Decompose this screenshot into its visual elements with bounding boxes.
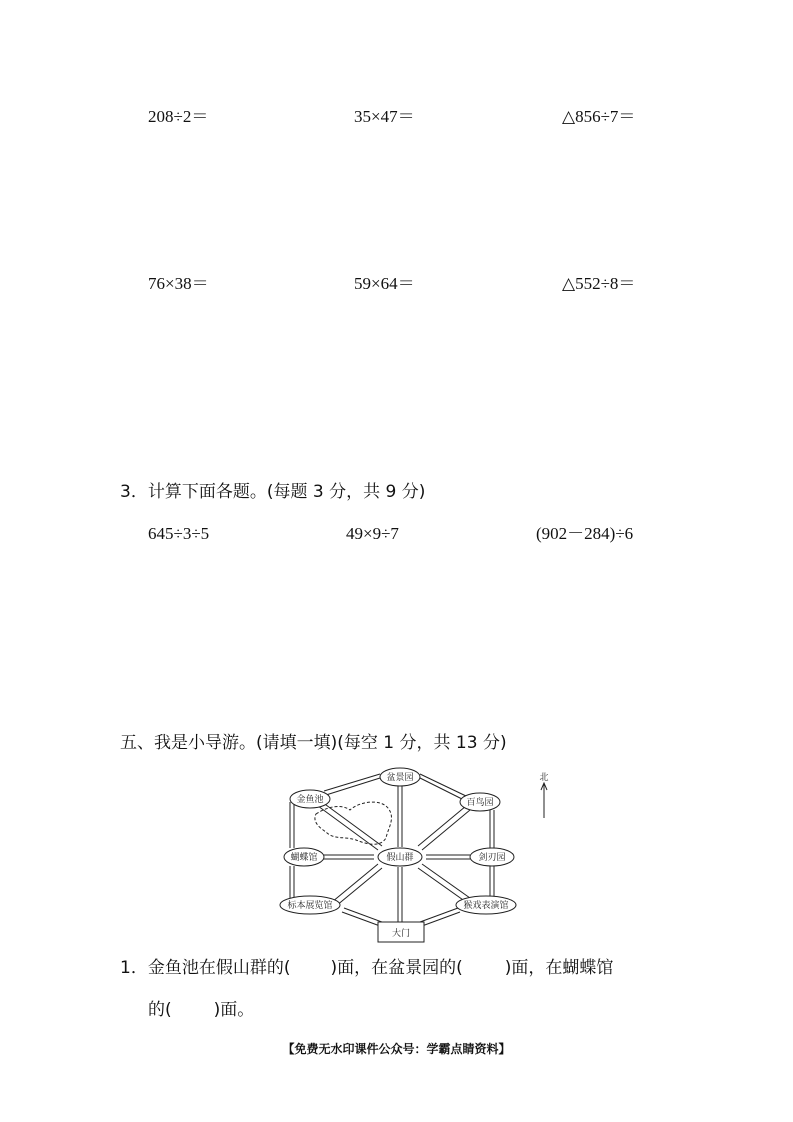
problem-2-2: 59×64＝ (354, 274, 415, 293)
question-1-line-1 (120, 958, 613, 978)
path-to-left (318, 855, 374, 859)
footer-note: 【免费无水印课件公众号：学霸点睛资料】 (282, 1042, 511, 1056)
pond-outline (315, 802, 392, 844)
path-to-top-right (418, 806, 470, 850)
node-center-label: 假山群 (386, 853, 414, 863)
path-to-bottom-left (332, 864, 382, 906)
problem-2-1: 76×38＝ (148, 274, 209, 293)
gate-label: 大门 (391, 929, 411, 939)
question-3-title: 3．计算下面各题。(每题 3 分，共 9 分) (120, 482, 426, 502)
section-5-title: 五、我是小导游。(请填一填)(每空 1 分，共 13 分) (120, 733, 507, 753)
path-to-top (398, 784, 402, 847)
question-1-line-2a: 的( (148, 1000, 172, 1020)
problem-2-3: △552÷8＝ (562, 274, 636, 293)
question-3-item-1: 645÷3÷5 (148, 524, 210, 543)
path-to-top-left (318, 802, 382, 850)
problem-1-3: △856÷7＝ (562, 107, 636, 126)
node-top-left-label: 金鱼池 (296, 795, 324, 805)
question-3-item-3: (902－284)÷6 (536, 524, 634, 543)
north-label: 北 (539, 773, 549, 783)
question-1-line-2b: )面。 (213, 1000, 255, 1020)
node-top-label: 盆景园 (386, 773, 414, 783)
question-1-part-1: 1．金鱼池在假山群的( (120, 958, 291, 978)
path-to-bottom-right (418, 864, 470, 902)
question-1-part-3: )面，在蝴蝶馆 (504, 958, 614, 978)
node-right-label: 剑刃园 (478, 853, 506, 863)
node-bottom-right-label: 猴戏表演馆 (463, 901, 509, 911)
node-top-right-label: 百鸟园 (466, 798, 494, 808)
problem-1-2: 35×47＝ (354, 107, 415, 126)
path-to-right (426, 855, 470, 859)
question-1-part-2: )面，在盆景园的( (330, 958, 463, 978)
path-to-bottom (398, 867, 402, 924)
node-bottom-left-label: 标本展览馆 (287, 901, 333, 911)
question-1-line-2 (148, 1000, 254, 1020)
park-map (270, 762, 560, 946)
problem-1-1: 208÷2＝ (148, 107, 209, 126)
question-3-item-2: 49×9÷7 (346, 524, 399, 543)
node-left-label: 蝴蝶馆 (290, 853, 318, 863)
